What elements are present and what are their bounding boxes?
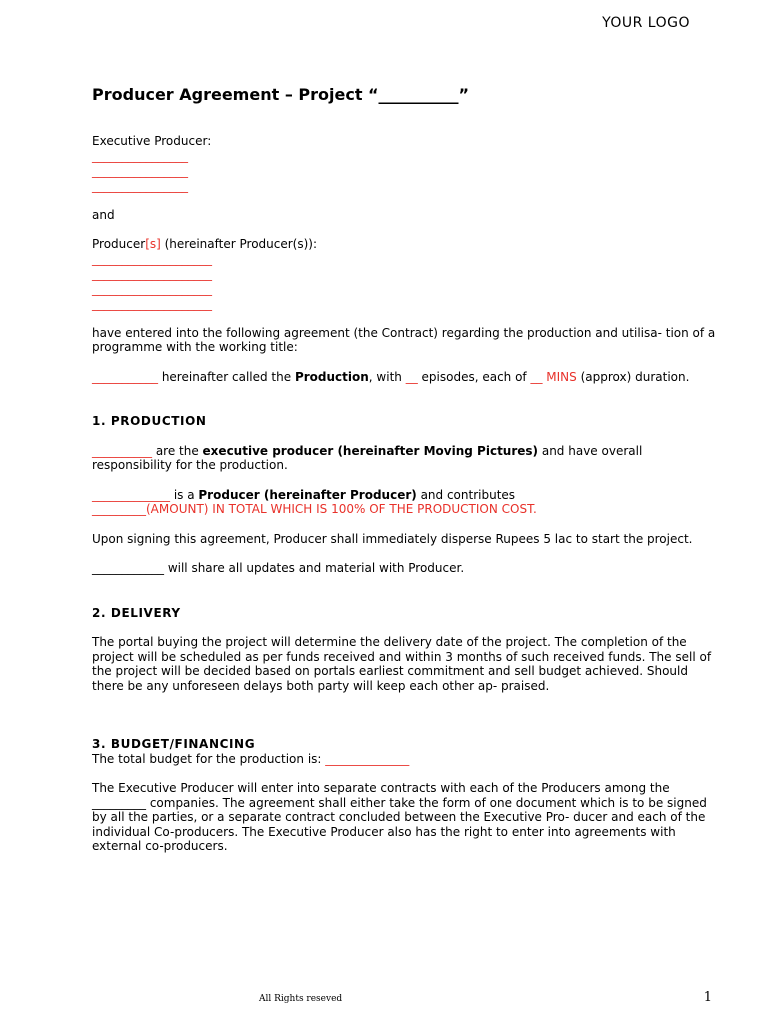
budget-paragraph-1: The total budget for the production is: ______________ [92, 751, 410, 766]
exec-blank-3: ________________ [92, 178, 188, 193]
working-title-paragraph: ___________ hereinafter called the Production, with __ episodes, each of __ MINS (approx) duration. [92, 369, 690, 384]
production-paragraph-1: __________ are the executive producer (hereinafter Moving Pictures) and have overall responsibility for the production. [92, 443, 643, 472]
footer-rights: All Rights reseved [259, 994, 343, 1004]
producer-blank-3: ____________________ [92, 281, 212, 296]
section-heading-delivery: 2. DELIVERY [92, 605, 181, 620]
production-paragraph-2: _____________ is a Producer (hereinafter Producer) and contributes _________(AMOUNT) IN TOTAL WHICH IS 100% OF THE PRODUCTION COST. [92, 487, 537, 516]
budget-paragraph-2: The Executive Producer will enter into separate contracts with each of the Producers among the _________ companies. The agreement shall either take the form of one document which is to be signed by all the parties, or a separate contract concluded between the Executive Pro- ducer and each of the individual Co-producers. The Executive Producer also has the right to enter into agreements with external co-producers. [92, 781, 707, 853]
exec-blank-1: ________________ [92, 148, 188, 163]
production-paragraph-3: Upon signing this agreement, Producer shall immediately disperse Rupees 5 lac to start the project. [92, 531, 693, 546]
section-heading-budget: 3. BUDGET/FINANCING [92, 737, 256, 751]
document-body [92, 86, 722, 854]
page-number: 1 [703, 990, 712, 1005]
logo-placeholder: YOUR LOGO [602, 15, 690, 31]
section-heading-production: 1. PRODUCTION [92, 414, 207, 428]
document-title: Producer Agreement – Project “__________” [92, 85, 470, 104]
delivery-paragraph: The portal buying the project will determine the delivery date of the project. The completion of the project will be scheduled as per funds received and within 3 months of such received funds. The sell of the project will be decided based on portals earliest commitment and sell budget achieved. Should there be any unforeseen delays both party will keep each other ap- praised. [92, 635, 712, 693]
producer-label: Producer[s] (hereinafter Producer(s)): [92, 237, 318, 251]
producer-blank-2: ____________________ [92, 266, 212, 281]
producer-blank-1: ____________________ [92, 251, 212, 266]
executive-producer-label: Executive Producer: [92, 134, 212, 148]
production-paragraph-4: ____________ will share all updates and material with Producer. [92, 561, 465, 575]
intro-paragraph: have entered into the following agreement (the Contract) regarding the production and utilisa- tion of a programme with the working title: [92, 325, 716, 354]
and-text: and [92, 207, 115, 222]
producer-blank-4: ____________________ [92, 296, 212, 311]
exec-blank-2: ________________ [92, 163, 188, 178]
